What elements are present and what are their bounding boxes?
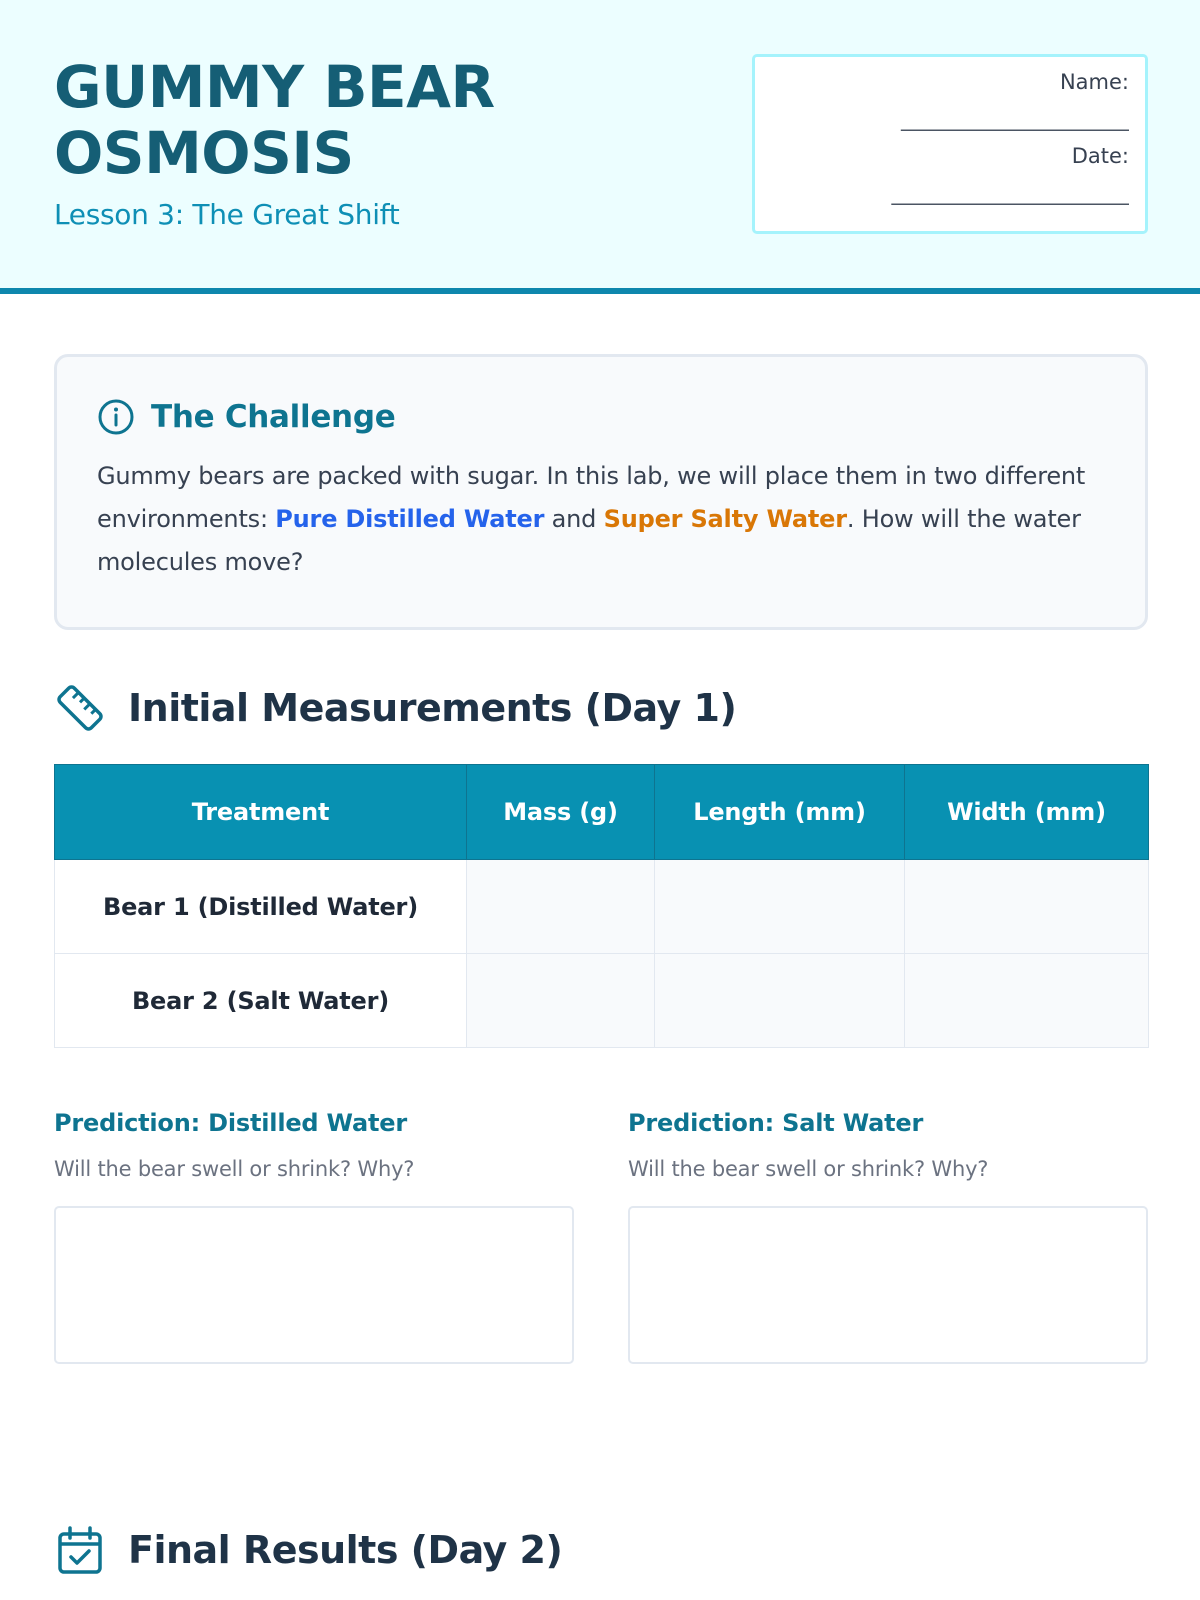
title-line-2: OSMOSIS — [54, 119, 354, 187]
width-cell[interactable] — [905, 954, 1149, 1048]
table-row — [55, 954, 1149, 1048]
prediction-distilled — [54, 1106, 574, 1364]
worksheet-header — [0, 0, 1200, 294]
header-length: Length (mm) — [655, 765, 905, 860]
final-results-title: Final Results (Day 2) — [128, 1528, 563, 1572]
challenge-text-1: Gummy bears are packed with sugar. In this lab, we will place them in two different environments: — [97, 462, 1086, 533]
lesson-subtitle: Lesson 3: The Great Shift — [54, 198, 400, 231]
length-cell[interactable] — [655, 954, 905, 1048]
name-date-box — [752, 54, 1148, 234]
calendar-check-icon — [54, 1524, 106, 1576]
info-icon — [97, 398, 135, 436]
challenge-text-3: . How will the water molecules move? — [97, 505, 1081, 576]
challenge-header — [97, 395, 1105, 439]
date-label: Date: — [1071, 144, 1129, 168]
mass-cell[interactable] — [467, 860, 655, 954]
challenge-box — [54, 354, 1148, 630]
header-treatment: Treatment — [55, 765, 467, 860]
prediction-answer-box[interactable] — [54, 1206, 574, 1364]
header-mass: Mass (g) — [467, 765, 655, 860]
challenge-title: The Challenge — [151, 399, 396, 435]
highlight-distilled-water: Pure Distilled Water — [275, 505, 545, 533]
challenge-text-2: and — [544, 505, 604, 533]
highlight-salty-water: Super Salty Water — [603, 505, 847, 533]
initial-measurements-heading — [54, 682, 736, 734]
ruler-icon — [54, 682, 106, 734]
width-cell[interactable] — [905, 860, 1149, 954]
treatment-cell: Bear 1 (Distilled Water) — [55, 860, 467, 954]
prediction-hint: Will the bear swell or shrink? Why? — [54, 1157, 415, 1181]
mass-cell[interactable] — [467, 954, 655, 1048]
challenge-text — [97, 455, 1105, 584]
treatment-cell: Bear 2 (Salt Water) — [55, 954, 467, 1048]
prediction-salt — [628, 1106, 1148, 1364]
prediction-answer-box[interactable] — [628, 1206, 1148, 1364]
name-line[interactable]: ________________________ — [901, 107, 1129, 131]
worksheet-title — [54, 54, 694, 186]
name-label: Name: — [1059, 70, 1129, 94]
date-line[interactable]: _________________________ — [891, 181, 1129, 205]
table-row — [55, 860, 1149, 954]
length-cell[interactable] — [655, 860, 905, 954]
prediction-title: Prediction: Salt Water — [628, 1109, 924, 1137]
table-header-row — [55, 765, 1149, 860]
prediction-hint: Will the bear swell or shrink? Why? — [628, 1157, 989, 1181]
header-width: Width (mm) — [905, 765, 1149, 860]
initial-measurements-title: Initial Measurements (Day 1) — [128, 686, 737, 730]
title-line-1: GUMMY BEAR — [54, 53, 495, 121]
prediction-title: Prediction: Distilled Water — [54, 1109, 407, 1137]
initial-measurements-table — [54, 764, 1149, 1048]
final-results-heading — [54, 1524, 562, 1576]
